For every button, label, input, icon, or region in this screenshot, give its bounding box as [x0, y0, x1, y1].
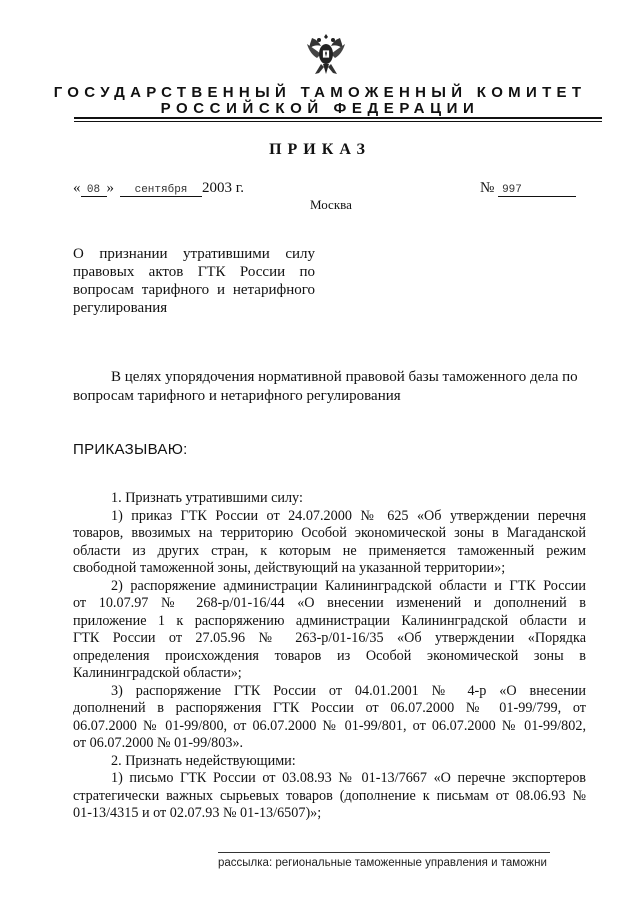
subject-line: О признании утратившими силу [73, 246, 315, 262]
agency-name-line1: ГОСУДАРСТВЕННЫЙ ТАМОЖЕННЫЙ КОМИТЕТ [53, 84, 587, 101]
agency-name-line2: РОССИЙСКОЙ ФЕДЕРАЦИИ [160, 100, 480, 117]
body-line: свободной таможенной зоны, действующий на указанной территории»; [73, 560, 506, 576]
body-line: 1) приказ ГТК России от 24.07.2000 № 625 «Об утверждении перечня [111, 507, 586, 524]
document-number-value: 997 [498, 184, 576, 197]
body-line: 2. Признать недействующими: [111, 752, 296, 769]
document-date: « 08 » сентября 2003 г. [73, 180, 244, 196]
body-line: 1) письмо ГТК России от 03.08.93 № 01-13/7667 «О перечне экспортеров [111, 770, 586, 786]
subject-line: вопросам тарифного и нетарифного [73, 282, 315, 298]
document-title: ПРИКАЗ [269, 141, 371, 158]
preamble-line: вопросам тарифного и нетарифного регулирования [73, 388, 401, 404]
body-line: приложение 1 к распоряжению администрации Калининградской области и [73, 612, 586, 629]
footer-rule [218, 852, 550, 853]
body-line: стратегически важных сырьевых товаров (дополнение к письмам от 08.06.93 № [73, 787, 586, 804]
body-line: области из других стран, к которым не применяется таможенный режим [73, 542, 586, 559]
body-line: товаров, ввозимых на территорию Особой экономической зоны в Магаданской [73, 525, 586, 541]
body-line: 06.07.2000 № 01-99/800, от 06.07.2000 № 01-99/801, от 06.07.2000 № 01-99/802, [73, 717, 586, 734]
body-line: 01-13/4315 и от 02.07.93 № 01-13/6507)»; [73, 805, 322, 821]
body-line: 1. Признать утратившими силу: [111, 490, 303, 506]
order-word: ПРИКАЗЫВАЮ: [73, 441, 188, 458]
body-line: 2) распоряжение администрации Калининградской области и ГТК России [111, 577, 586, 594]
header-rule-thin [74, 121, 602, 122]
preamble-line: В целях упорядочения нормативной правовой базы таможенного дела по [111, 369, 578, 385]
distribution-note: рассылка: региональные таможенные управления и таможни [218, 857, 547, 869]
date-month: сентября [120, 184, 202, 197]
header-rule [74, 117, 602, 119]
date-day: 08 [81, 184, 107, 197]
body-line: определения происхождения товаров из Особой экономической зоны в [73, 647, 586, 664]
subject-line: регулирования [73, 300, 168, 316]
body-line: от 10.07.97 № 268-р/01-16/44 «О внесении изменений и дополнений в [73, 595, 586, 611]
body-line: Калининградской области»; [73, 665, 242, 681]
subject-line: правовых актов ГТК России по [73, 264, 315, 280]
document-number: № 997 [480, 180, 576, 197]
body-line: 3) распоряжение ГТК России от 04.01.2001 № 4-р «О внесении [111, 682, 586, 699]
document-city: Москва [310, 197, 352, 212]
body-line: ГТК России от 27.05.96 № 263-р/01-16/35 «Об утверждении «Порядка [73, 630, 586, 646]
document-subject [73, 245, 315, 317]
order-body [73, 490, 586, 823]
body-line: от 06.07.2000 № 01-99/803». [73, 735, 244, 751]
preamble [73, 368, 588, 406]
body-line: дополнений в распоряжения ГТК России от 06.07.2000 № 01-99/799, от [73, 700, 586, 716]
date-year: 2003 г. [202, 180, 244, 196]
double-headed-eagle-icon [303, 30, 349, 78]
